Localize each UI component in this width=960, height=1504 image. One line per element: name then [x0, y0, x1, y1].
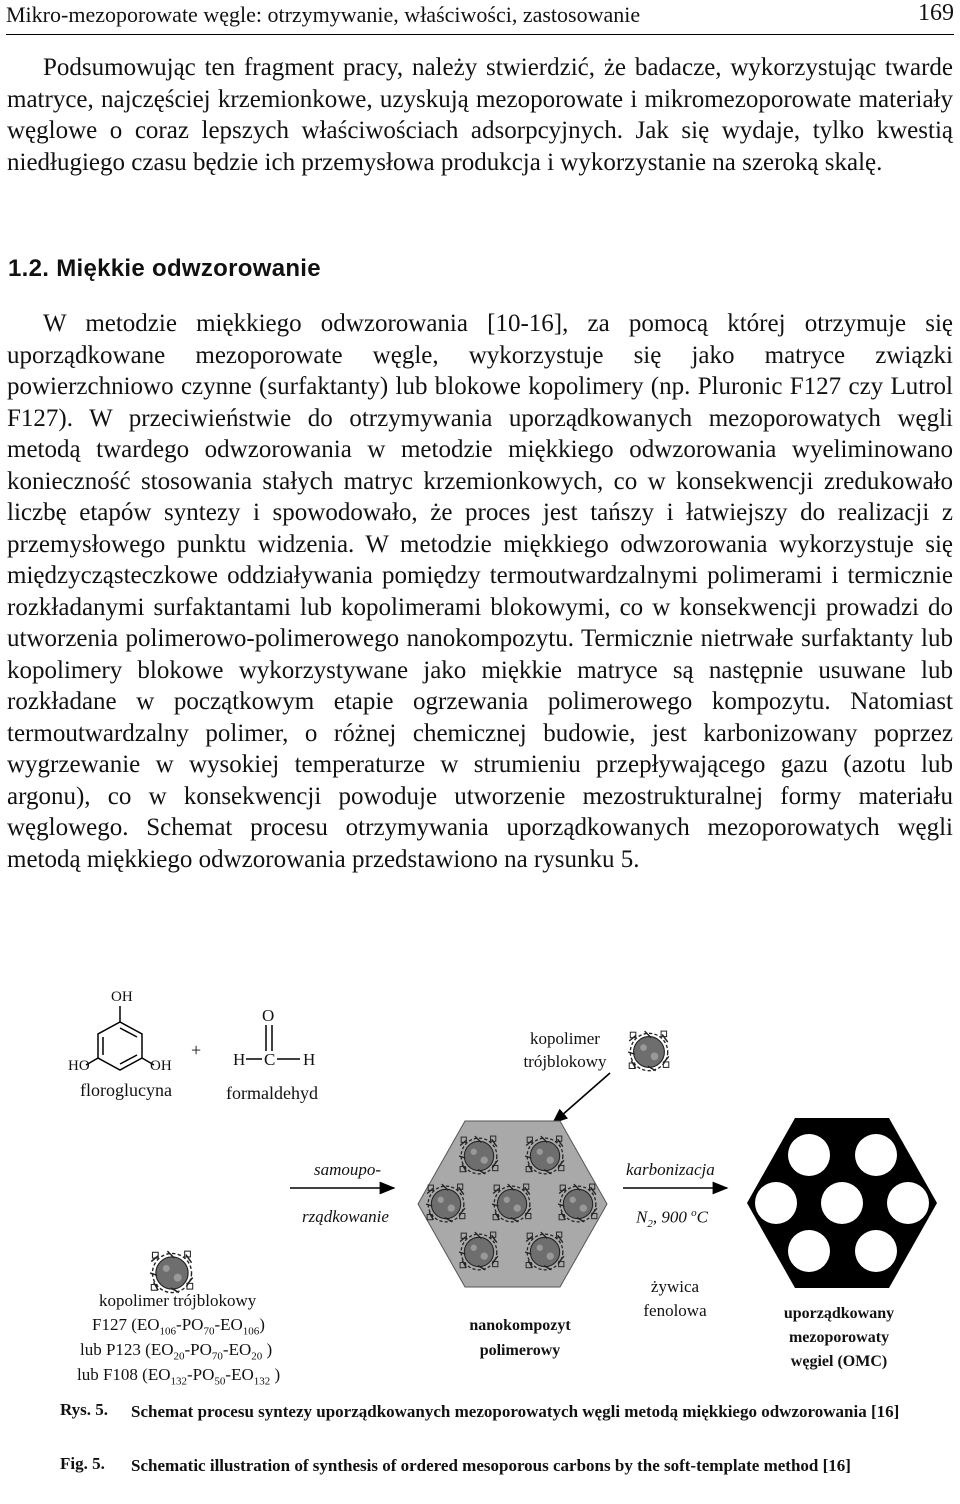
phloroglucinol-name: floroglucyna — [80, 1080, 172, 1100]
figure-caption-en — [60, 1454, 910, 1504]
copolymer-f127: F127 $(EO_{106}-PO_{70}-EO_{106})$ — [92, 1315, 265, 1338]
omc-label-1: uporządkowany — [783, 1305, 895, 1322]
running-title: Mikro-mezoporowate węgle: otrzymywanie, właściwości, zastosowanie — [6, 2, 641, 27]
copolymer-top-line1: kopolimer — [530, 1029, 600, 1048]
copolymer-list-title: kopolimer trójblokowy — [99, 1291, 257, 1310]
resin-label-1: żywica — [650, 1277, 700, 1296]
nanocomposite-label-2: polimerowy — [479, 1342, 561, 1359]
synthesis-scheme-figure — [0, 985, 960, 1405]
omc-hexagon — [747, 1118, 937, 1288]
omc-label-3: węgiel (OMC) — [790, 1353, 888, 1370]
formaldehyde-c: C — [264, 1050, 276, 1069]
caption-en-text: Schematic illustration of synthesis of ordered mesoporous carbons by the soft-template method [16] — [131, 1456, 851, 1475]
carbonization-label: karbonizacja — [626, 1160, 715, 1179]
formaldehyde-o: O — [262, 1006, 275, 1025]
copolymer-micelle-icon-bottom — [150, 1251, 193, 1292]
phloroglucinol-structure — [86, 1006, 154, 1070]
running-header — [6, 0, 954, 35]
formaldehyde-h-left: H — [233, 1050, 246, 1069]
carbonization-conditions: $N_2$, 900 $^o$C — [636, 1207, 708, 1231]
caption-en-number: Fig. 5. — [60, 1454, 105, 1473]
nanocomposite-label-1: nanokompozyt — [469, 1317, 571, 1334]
section-heading: 1.2. Miękkie odwzorowanie — [8, 255, 321, 282]
copolymer-arrow — [553, 1073, 610, 1123]
page-number: 169 — [918, 0, 954, 26]
resin-label-2: fenolowa — [643, 1301, 707, 1320]
copolymer-micelle-icon — [628, 1031, 669, 1071]
figure-caption-pl — [60, 1400, 910, 1450]
nanocomposite-hexagon — [418, 1121, 607, 1287]
body-paragraph-2: W metodzie miękkiego odwzorowania [10-16], za pomocą której otrzymuje się uporządkowane mezoporowate węgle, wykorzystuje się jako matryce związki powierzchniowo czynne (surfaktanty) lub blokowe kopolimery (np. Pluronic F127 czy Lutrol F127). W przeciwieństwie do otrzymywania uporządkowanych mezoporowatych węgli metodą twardego odwzorowania w metodzie miękkiego odwzorowania wyeliminowano konieczność stosowania stałych matryc krzemionkowych, co w konsekwencji zredukowało liczbę etapów syntezy i spowodowało, że proces jest tańszy i łatwiejszy do realizacji z przemysłowego punktu widzenia. W metodzie miękkiego odwzorowania wykorzystuje się międzycząsteczkowe oddziaływania pomiędzy termoutwardzalnymi polimerami i termicznie rozkładanymi surfaktantami lub kopolimerami blokowymi, co w konsekwencji prowadzi do utworzenia polimerowo-polimerowego nanokompozytu. Termicznie nietrwałe surfaktanty lub kopolimery blokowe wykorzystywane jako miękkie matryce są następnie usuwane lub rozkładane w początkowym etapie ogrzewania polimerowego kompozytu. Natomiast termoutwardzalny polimer, o różnej chemicznej budowie, jest karbonizowany poprzez wygrzewanie w wysokiej temperaturze w strumieniu przepływającego gazu (azotu lub argonu), co w konsekwencji powoduje utworzenie mezostrukturalnej formy materiału węglowego. Schemat procesu otrzymywania uporządkowanych mezoporowatych węgli metodą miękkiego odwzorowania przedstawiono na rysunku 5. — [7, 310, 953, 873]
ho-left-label: HO — [68, 1058, 90, 1074]
self-assembly-label-2: rządkowanie — [302, 1207, 389, 1226]
copolymer-top-line2: trójblokowy — [523, 1052, 607, 1071]
plus-sign: + — [191, 1040, 202, 1060]
caption-pl-text: Schemat procesu syntezy uporządkowanych mezoporowatych węgli metodą miękkiego odwzorowania [16] — [131, 1402, 900, 1421]
copolymer-p123: lub P123 ($EO_{20}-PO_{70}-EO_{20}$ ) — [80, 1340, 273, 1363]
body-paragraph-1: Podsumowując ten fragment pracy, należy stwierdzić, że badacze, wykorzystując twarde matryce, najczęściej krzemionkowe, uzyskują mezoporowate i mikromezoporowate materiały węglowe o coraz lepszych właściwościach adsorpcyjnych. Jak się wydaje, tylko kwestią niedługiego czasu będzie ich przemysłowa produkcja i wykorzystanie na szeroką skalę. — [7, 54, 953, 176]
caption-pl-number: Rys. 5. — [60, 1400, 109, 1419]
oh-top-label: OH — [111, 989, 133, 1005]
oh-right-label: OH — [150, 1058, 172, 1074]
formaldehyde-name: formaldehyd — [226, 1083, 318, 1103]
formaldehyde-h-right: H — [303, 1050, 316, 1069]
omc-label-2: mezoporowaty — [788, 1329, 890, 1346]
self-assembly-label-1: samoupo- — [314, 1160, 382, 1179]
copolymer-f108: lub F108 ($EO_{132}-PO_{50}-EO_{132}$ ) — [77, 1365, 281, 1388]
